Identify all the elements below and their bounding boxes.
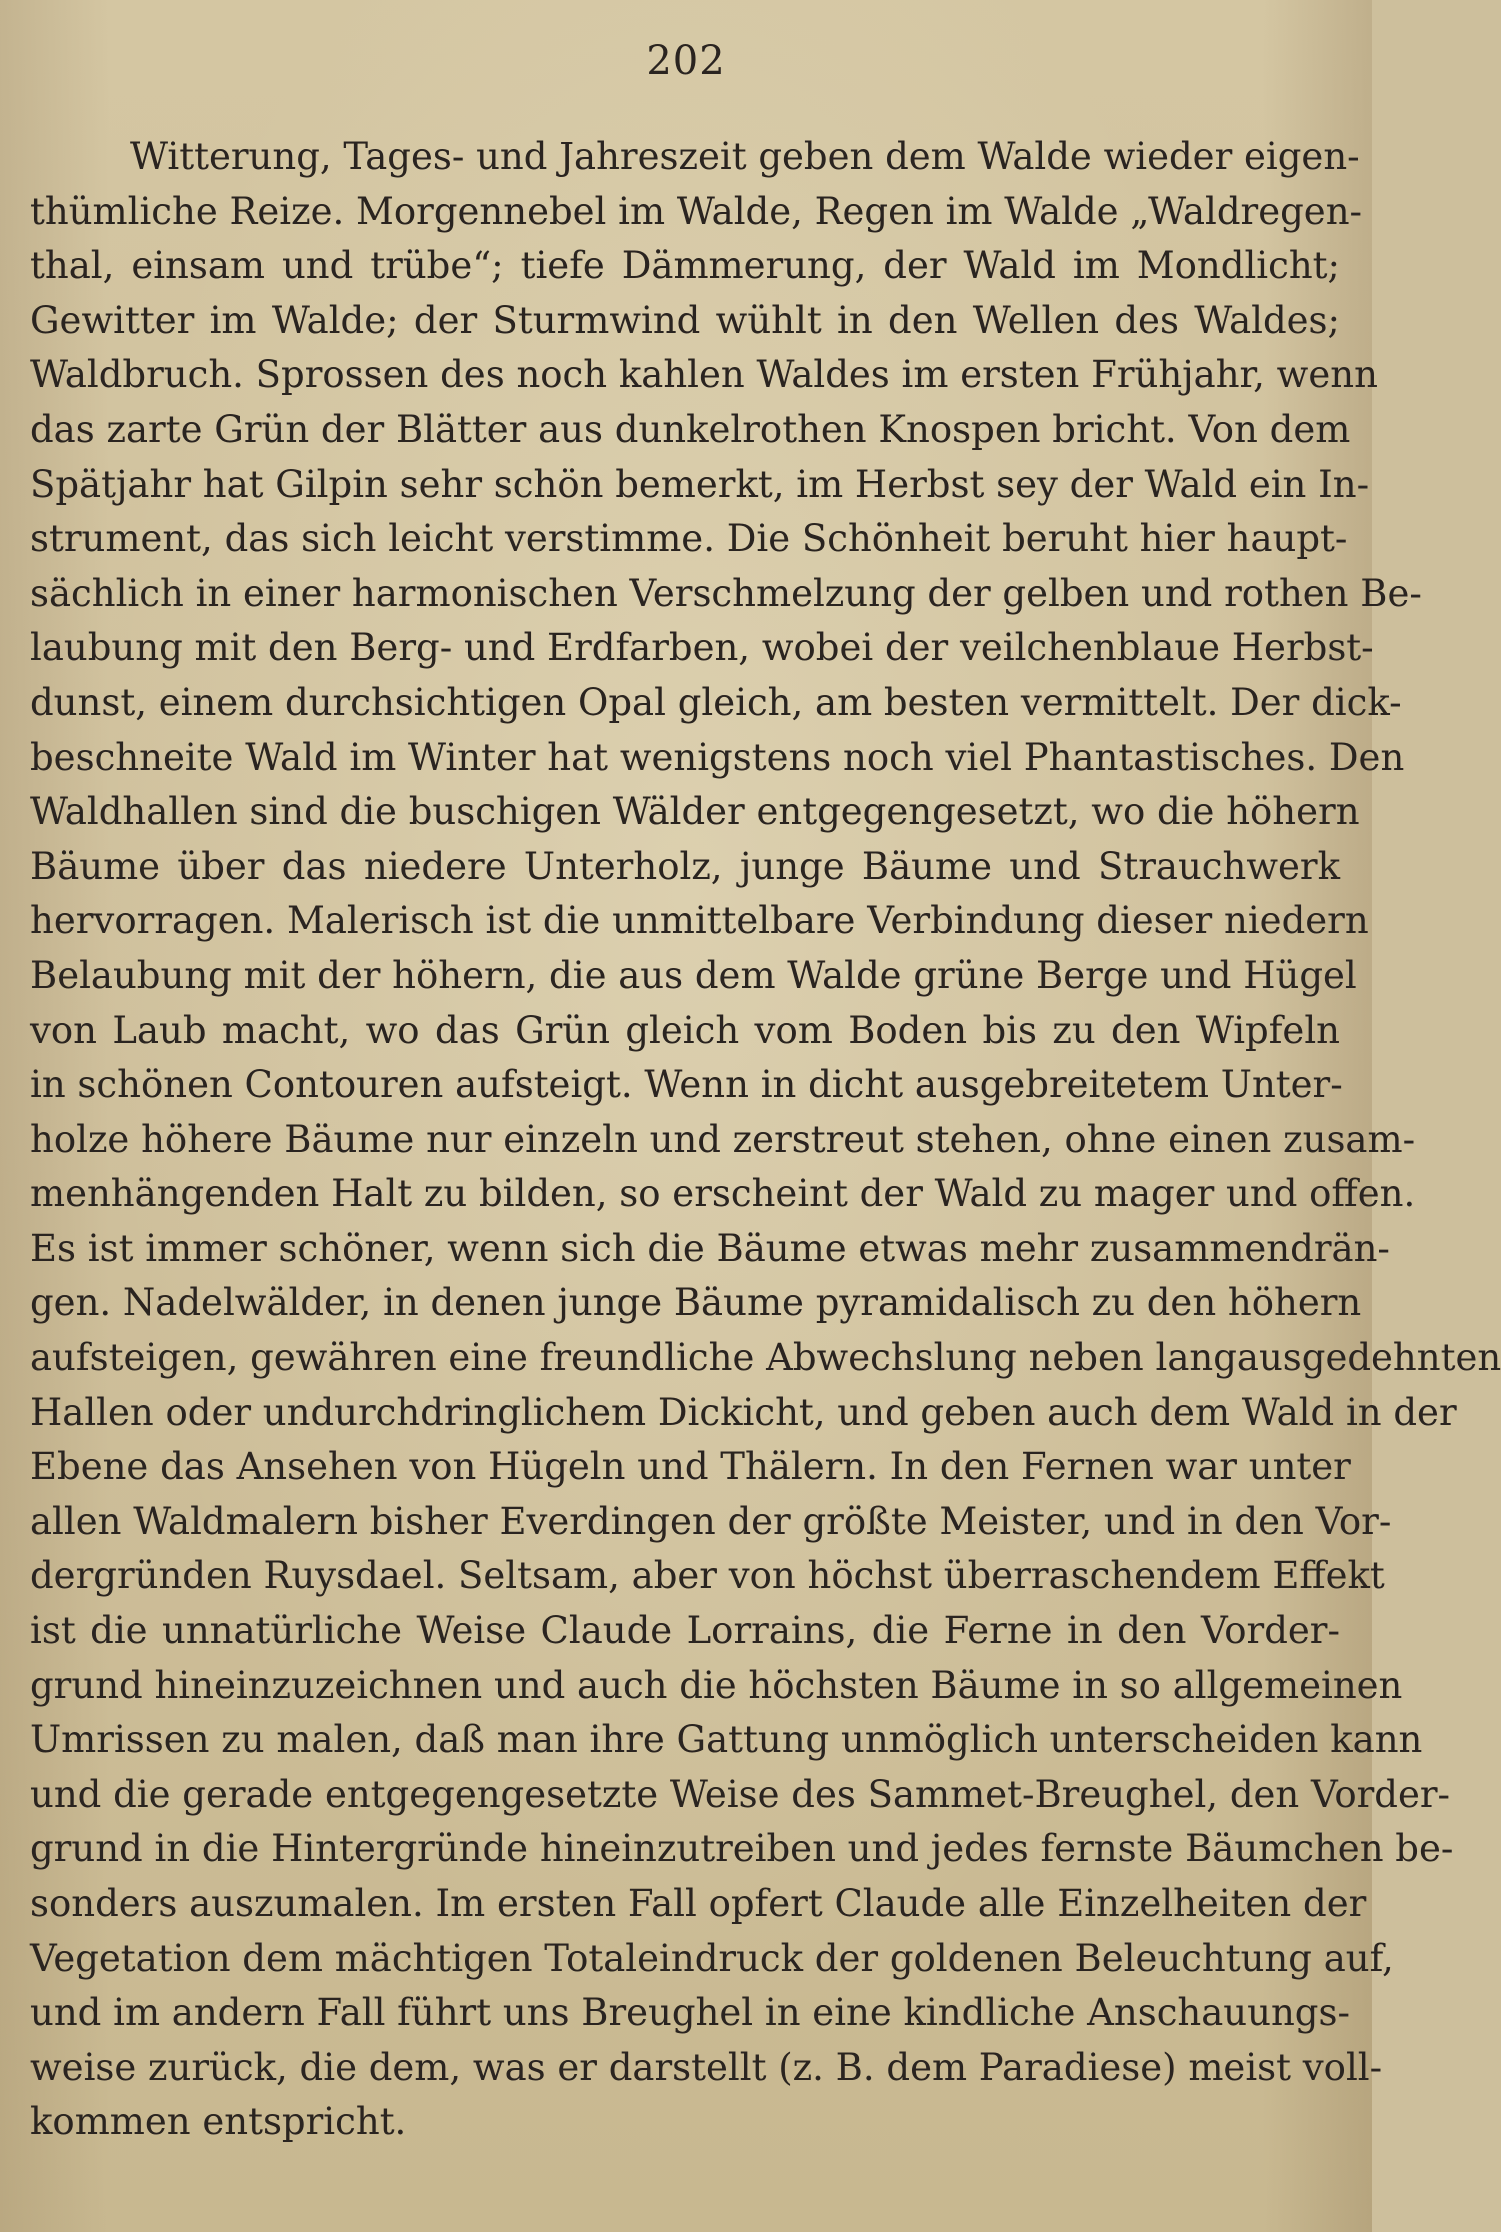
text-line: weise zurück, die dem, was er darstellt (z. B. dem Paradiese) meist voll- <box>30 2045 1383 2089</box>
text-line: in schönen Contouren aufsteigt. Wenn in dicht ausgebreitetem Unter- <box>30 1063 1343 1107</box>
text-line: sächlich in einer harmonischen Verschmelzung der gelben und rothen Be- <box>30 571 1422 615</box>
text-line: thümliche Reize. Morgennebel im Walde, Regen im Walde „Waldregen- <box>30 189 1363 233</box>
text-line: Spätjahr hat Gilpin sehr schön bemerkt, im Herbst sey der Wald ein In- <box>30 462 1370 506</box>
text-line: sonders auszumalen. Im ersten Fall opfert Claude alle Einzelheiten der <box>30 1882 1367 1925</box>
text-line: Es ist immer schöner, wenn sich die Bäume etwas mehr zusammendrän- <box>30 1226 1390 1270</box>
text-line: kommen entspricht. <box>30 2100 407 2144</box>
text-line: Waldbruch. Sprossen des noch kahlen Waldes im ersten Frühjahr, wenn <box>30 353 1378 397</box>
text-line: grund in die Hintergründe hineinzutreiben und jedes fernste Bäumchen be- <box>30 1827 1454 1871</box>
text-line: Bäume über das niedere Unterholz, junge Bäume und Strauchwerk <box>30 844 1340 888</box>
text-line: Belaubung mit der höhern, die aus dem Walde grüne Berge und Hügel <box>30 953 1357 997</box>
text-line: laubung mit den Berg- und Erdfarben, wobei der veilchenblaue Herbst- <box>30 626 1374 670</box>
text-line: und die gerade entgegengesetzte Weise des Sammet-Breughel, den Vorder- <box>30 1772 1451 1816</box>
text-line: Vegetation dem mächtigen Totaleindruck der goldenen Beleuchtung auf, <box>30 1936 1394 1980</box>
text-line: strument, das sich leicht verstimme. Die Schönheit beruht hier haupt- <box>30 517 1348 561</box>
text-line: hervorragen. Malerisch ist die unmittelbare Verbindung dieser niedern <box>30 899 1369 943</box>
text-line: grund hineinzuzeichnen und auch die höchsten Bäume in so allgemeinen <box>30 1663 1403 1707</box>
text-line: allen Waldmalern bisher Everdingen der größte Meister, und in den Vor- <box>30 1499 1392 1543</box>
text-line: thal, einsam und trübe“; tiefe Dämmerung, der Wald im Mondlicht; <box>30 244 1340 288</box>
text-line: dunst, einem durchsichtigen Opal gleich, am besten vermittelt. Der dick- <box>30 680 1402 724</box>
text-line: aufsteigen, gewähren eine freundliche Abwechslung neben langausgedehnten <box>30 1336 1501 1380</box>
body-text <box>30 130 1501 2150</box>
text-line: Witterung, Tages- und Jahreszeit geben dem Walde wieder eigen- <box>130 135 1360 178</box>
text-line: ist die unnatürliche Weise Claude Lorrains, die Ferne in den Vorder- <box>30 1609 1340 1653</box>
text-line: das zarte Grün der Blätter aus dunkelrothen Knospen bricht. Von dem <box>30 407 1351 451</box>
page-number: 202 <box>646 38 726 84</box>
text-line: gen. Nadelwälder, in denen junge Bäume pyramidalisch zu den höhern <box>30 1281 1362 1325</box>
text-line: von Laub macht, wo das Grün gleich vom Boden bis zu den Wipfeln <box>30 1008 1340 1052</box>
text-line: Gewitter im Walde; der Sturmwind wühlt in den Wellen des Waldes; <box>30 298 1340 342</box>
text-line: Hallen oder undurchdringlichem Dickicht, und geben auch dem Wald in der <box>30 1390 1457 1434</box>
text-line: beschneite Wald im Winter hat wenigstens noch viel Phantastisches. Den <box>30 735 1405 779</box>
text-line: Umrissen zu malen, daß man ihre Gattung unmöglich unterscheiden kann <box>30 1718 1423 1762</box>
text-line: menhängenden Halt zu bilden, so erscheint der Wald zu mager und offen. <box>30 1172 1416 1216</box>
text-line: dergründen Ruysdael. Seltsam, aber von höchst überraschendem Effekt <box>30 1554 1385 1598</box>
text-line: holze höhere Bäume nur einzeln und zerstreut stehen, ohne einen zusam- <box>30 1117 1416 1161</box>
text-line: Ebene das Ansehen von Hügeln und Thälern. In den Fernen war unter <box>30 1445 1351 1489</box>
text-line: Waldhallen sind die buschigen Wälder entgegengesetzt, wo die höhern <box>30 790 1360 834</box>
text-line: und im andern Fall führt uns Breughel in eine kindliche Anschauungs- <box>30 1991 1350 2035</box>
